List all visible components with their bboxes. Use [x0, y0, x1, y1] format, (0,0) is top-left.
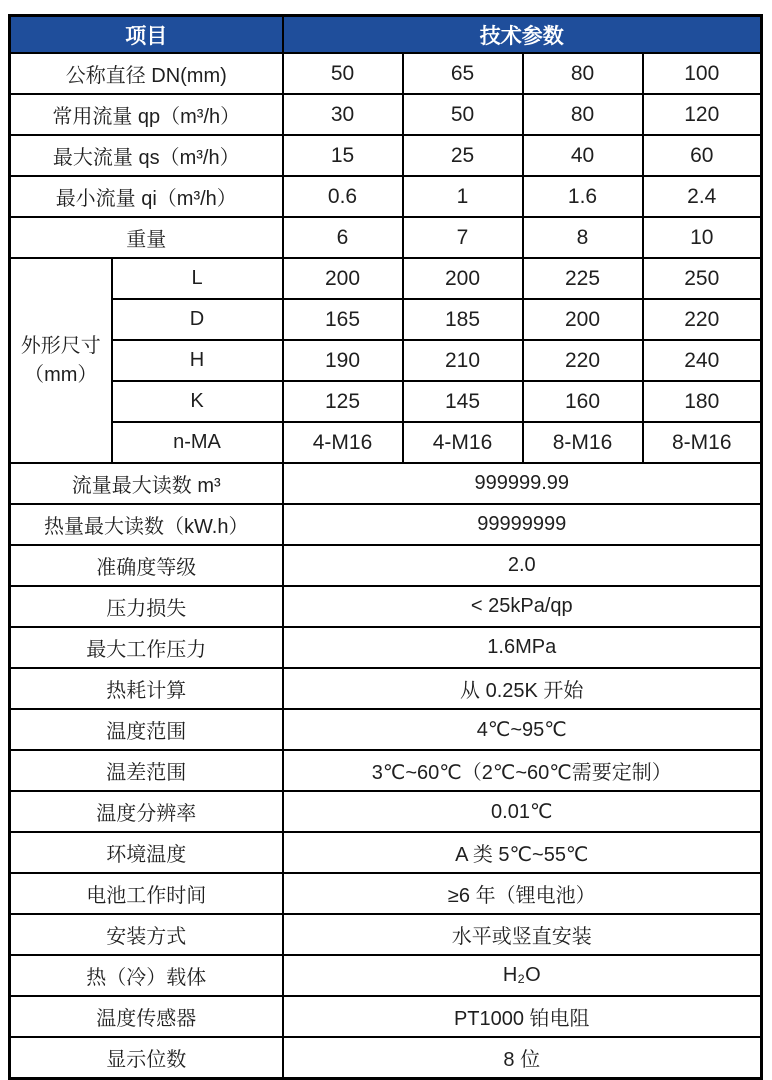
value-cell: 1.6 — [523, 176, 643, 217]
row-label-cell: 重量 — [10, 217, 283, 258]
spec-table — [8, 14, 763, 1080]
row-label-cell: 温差范围 — [10, 750, 283, 791]
value-cell: 6 — [283, 217, 403, 258]
table-row — [10, 299, 762, 340]
value-cell: 8-M16 — [643, 422, 762, 463]
spec-value-cell: 2.0 — [283, 545, 762, 586]
value-cell: 80 — [523, 53, 643, 94]
value-cell: 60 — [643, 135, 762, 176]
value-cell: 125 — [283, 381, 403, 422]
spec-value-cell: PT1000 铂电阻 — [283, 996, 762, 1037]
row-label-cell: 公称直径 DN(mm) — [10, 53, 283, 94]
value-cell: 250 — [643, 258, 762, 299]
row-label-cell: 常用流量 qp（m³/h） — [10, 94, 283, 135]
header-row — [10, 16, 762, 54]
value-cell: 225 — [523, 258, 643, 299]
value-cell: 50 — [283, 53, 403, 94]
value-cell: 120 — [643, 94, 762, 135]
table-row — [10, 258, 762, 299]
table-row — [10, 53, 762, 94]
spec-value-cell: ≥6 年（锂电池） — [283, 873, 762, 914]
row-label-cell: 准确度等级 — [10, 545, 283, 586]
spec-value-cell: A 类 5℃~55℃ — [283, 832, 762, 873]
value-cell: 25 — [403, 135, 523, 176]
value-cell: 4-M16 — [403, 422, 523, 463]
spec-value-cell: 99999999 — [283, 504, 762, 545]
value-cell: 100 — [643, 53, 762, 94]
dim-group-label-cell — [10, 258, 112, 463]
table-row — [10, 832, 762, 873]
spec-value-cell: 3℃~60℃（2℃~60℃需要定制） — [283, 750, 762, 791]
row-label-cell: 安装方式 — [10, 914, 283, 955]
row-label-cell: 流量最大读数 m³ — [10, 463, 283, 504]
value-cell: 8 — [523, 217, 643, 258]
row-label-cell: 最大流量 qs（m³/h） — [10, 135, 283, 176]
table-row — [10, 94, 762, 135]
table-row — [10, 545, 762, 586]
spec-value-cell: 1.6MPa — [283, 627, 762, 668]
table-row — [10, 586, 762, 627]
table-row — [10, 504, 762, 545]
table-row — [10, 627, 762, 668]
value-cell: 200 — [283, 258, 403, 299]
value-cell: 8-M16 — [523, 422, 643, 463]
value-cell: 40 — [523, 135, 643, 176]
value-cell: 185 — [403, 299, 523, 340]
spec-value-cell: 水平或竖直安装 — [283, 914, 762, 955]
value-cell: 160 — [523, 381, 643, 422]
value-cell: 80 — [523, 94, 643, 135]
dim-sub-label-cell: K — [112, 381, 283, 422]
table-row — [10, 463, 762, 504]
value-cell: 2.4 — [643, 176, 762, 217]
row-label-cell: 显示位数 — [10, 1037, 283, 1079]
table-row — [10, 217, 762, 258]
table-row — [10, 914, 762, 955]
value-cell: 4-M16 — [283, 422, 403, 463]
dim-group-label-line2: （mm） — [24, 363, 98, 386]
row-label-cell: 最大工作压力 — [10, 627, 283, 668]
value-cell: 200 — [523, 299, 643, 340]
row-label-cell: 电池工作时间 — [10, 873, 283, 914]
value-cell: 220 — [643, 299, 762, 340]
table-row — [10, 340, 762, 381]
value-cell: 190 — [283, 340, 403, 381]
table-row — [10, 709, 762, 750]
value-cell: 210 — [403, 340, 523, 381]
table-row — [10, 791, 762, 832]
header-cell-item: 项目 — [10, 16, 283, 54]
dim-sub-label-cell: n-MA — [112, 422, 283, 463]
value-cell: 50 — [403, 94, 523, 135]
dim-sub-label-cell: H — [112, 340, 283, 381]
spec-value-cell: 0.01℃ — [283, 791, 762, 832]
dim-group-label-line1: 外形尺寸 — [20, 334, 101, 357]
value-cell: 65 — [403, 53, 523, 94]
table-row — [10, 668, 762, 709]
table-row — [10, 381, 762, 422]
spec-value-cell: 从 0.25K 开始 — [283, 668, 762, 709]
spec-value-cell: 4℃~95℃ — [283, 709, 762, 750]
spec-value-cell: < 25kPa/qp — [283, 586, 762, 627]
spec-value-cell: H₂O — [283, 955, 762, 996]
row-label-cell: 压力损失 — [10, 586, 283, 627]
table-row — [10, 955, 762, 996]
spec-value-cell: 999999.99 — [283, 463, 762, 504]
value-cell: 10 — [643, 217, 762, 258]
value-cell: 145 — [403, 381, 523, 422]
row-label-cell: 温度传感器 — [10, 996, 283, 1037]
table-row — [10, 176, 762, 217]
table-row — [10, 135, 762, 176]
row-label-cell: 温度范围 — [10, 709, 283, 750]
value-cell: 180 — [643, 381, 762, 422]
header-cell-params: 技术参数 — [283, 16, 762, 54]
row-label-cell: 热（冷）载体 — [10, 955, 283, 996]
value-cell: 7 — [403, 217, 523, 258]
dim-sub-label-cell: D — [112, 299, 283, 340]
table-row — [10, 873, 762, 914]
table-row — [10, 422, 762, 463]
table-row — [10, 1037, 762, 1079]
row-label-cell: 温度分辨率 — [10, 791, 283, 832]
value-cell: 165 — [283, 299, 403, 340]
value-cell: 200 — [403, 258, 523, 299]
table-row — [10, 750, 762, 791]
value-cell: 1 — [403, 176, 523, 217]
row-label-cell: 环境温度 — [10, 832, 283, 873]
value-cell: 15 — [283, 135, 403, 176]
dim-sub-label-cell: L — [112, 258, 283, 299]
value-cell: 30 — [283, 94, 403, 135]
row-label-cell: 最小流量 qi（m³/h） — [10, 176, 283, 217]
value-cell: 220 — [523, 340, 643, 381]
table-row — [10, 996, 762, 1037]
value-cell: 0.6 — [283, 176, 403, 217]
spec-value-cell: 8 位 — [283, 1037, 762, 1079]
row-label-cell: 热量最大读数（kW.h） — [10, 504, 283, 545]
row-label-cell: 热耗计算 — [10, 668, 283, 709]
value-cell: 240 — [643, 340, 762, 381]
spec-table-body — [10, 53, 762, 1079]
